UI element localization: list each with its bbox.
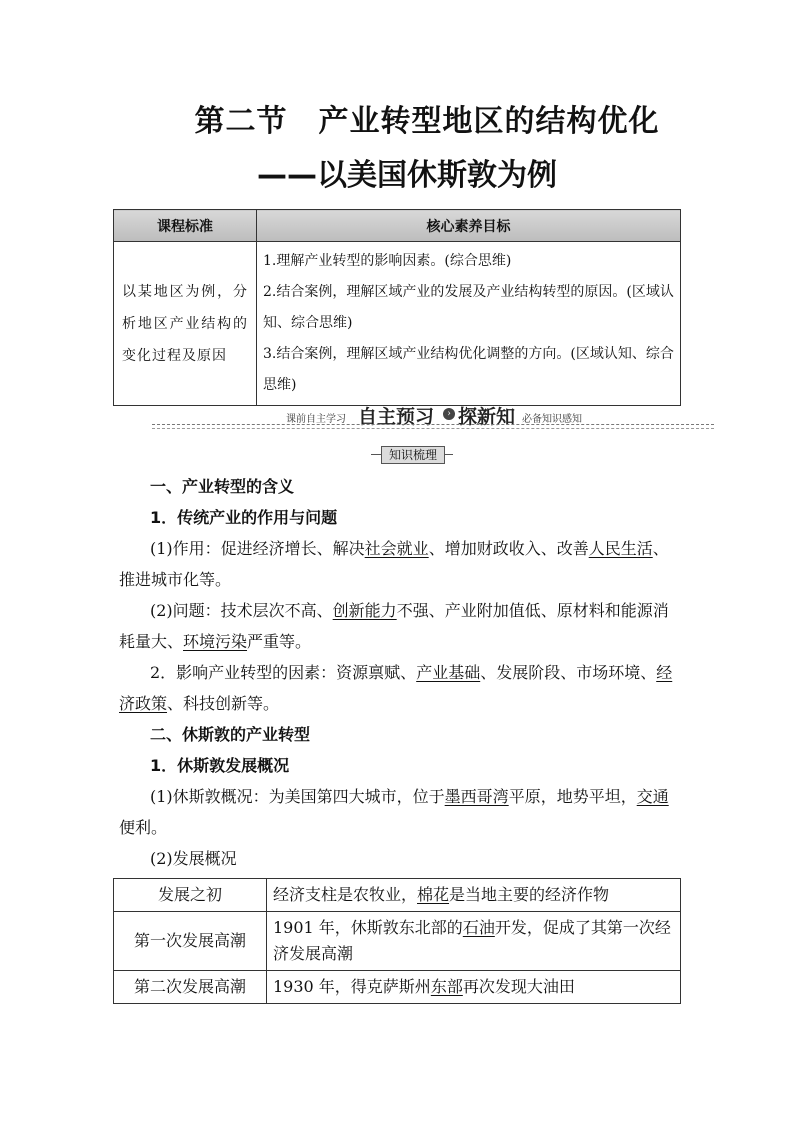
paragraph: (2)问题：技术层次不高、创新能力不强、产业附加值低、原材料和能源消: [150, 601, 669, 620]
paragraph: 2．影响产业转型的因素：资源禀赋、产业基础、发展阶段、市场环境、经: [150, 663, 673, 682]
table-row: [114, 912, 681, 971]
banner-title-2: 探新知: [458, 406, 516, 428]
stage-cell: 第一次发展高潮: [114, 912, 267, 971]
table-row: [114, 879, 681, 912]
subsection-heading: 1．传统产业的作用与问题: [150, 508, 338, 527]
blank-answer: 墨西哥湾: [444, 787, 509, 806]
page-subtitle: ——以美国休斯敦为例: [257, 158, 557, 193]
development-table: [113, 878, 681, 1004]
banner-title-1: 自主预习: [358, 406, 435, 428]
description-cell: 1901 年，休斯敦东北部的石油开发，促成了其第一次经济发展高潮: [267, 912, 681, 971]
arrow-icon: ›: [443, 408, 455, 420]
goal-item: 1.理解产业转型的影响因素。(综合思维): [263, 253, 512, 269]
banner-right-label: 必备知识感知: [522, 414, 582, 425]
knowledge-tag: 知识梳理: [371, 446, 453, 464]
blank-answer: 社会就业: [364, 539, 429, 558]
stage-cell: 第二次发展高潮: [114, 971, 267, 1004]
section-heading: 二、休斯敦的产业转型: [150, 725, 311, 744]
section-banner: [152, 402, 714, 432]
standard-cell: 以某地区为例，分析地区产业结构的变化过程及原因: [114, 242, 257, 406]
blank-answer: 创新能力: [332, 601, 397, 620]
banner-left-label: 课前自主学习: [286, 414, 346, 425]
blank-answer: 经: [656, 663, 673, 682]
goals-cell: [257, 242, 681, 406]
paragraph: (1)作用：促进经济增长、解决社会就业、增加财政收入、改善人民生活、: [150, 539, 669, 558]
goal-item: 3.结合案例，理解区域产业结构优化调整的方向。(区域认知、综合思维): [263, 346, 674, 393]
page-title: 第二节 产业转型地区的结构优化: [194, 104, 660, 139]
paragraph: 济政策、科技创新等。: [119, 694, 280, 713]
goal-item: 2.结合案例，理解区域产业的发展及产业结构转型的原因。(区域认知、综合思维): [263, 284, 674, 331]
stage-cell: 发展之初: [114, 879, 267, 912]
banner-divider: [152, 424, 714, 425]
description-cell: 1930 年，得克萨斯州东部再次发现大油田: [267, 971, 681, 1004]
blank-answer: 产业基础: [416, 663, 481, 682]
description-cell: 经济支柱是农牧业，棉花是当地主要的经济作物: [267, 879, 681, 912]
blank-answer: 石油: [462, 918, 495, 937]
paragraph: 推进城市化等。: [119, 570, 232, 589]
blank-answer: 东部: [430, 977, 463, 996]
section-heading: 一、产业转型的含义: [150, 477, 295, 496]
blank-answer: 棉花: [417, 885, 450, 904]
paragraph: 耗量大、环境污染严重等。: [119, 632, 312, 651]
curriculum-standards-table: [113, 209, 681, 406]
paragraph: (2)发展概况: [150, 849, 237, 868]
banner-divider: [152, 428, 714, 429]
paragraph: (1)休斯敦概况：为美国第四大城市，位于墨西哥湾平原，地势平坦，交通: [150, 787, 669, 806]
blank-answer: 济政策: [119, 694, 168, 713]
paragraph: 便利。: [119, 818, 168, 837]
blank-answer: 人民生活: [588, 539, 653, 558]
blank-answer: 环境污染: [183, 632, 248, 651]
table-header-goals: 核心素养目标: [257, 210, 681, 242]
table-row: [114, 971, 681, 1004]
subsection-heading: 1．休斯敦发展概况: [150, 756, 290, 775]
table-header-standard: 课程标准: [114, 210, 257, 242]
blank-answer: 交通: [636, 787, 669, 806]
